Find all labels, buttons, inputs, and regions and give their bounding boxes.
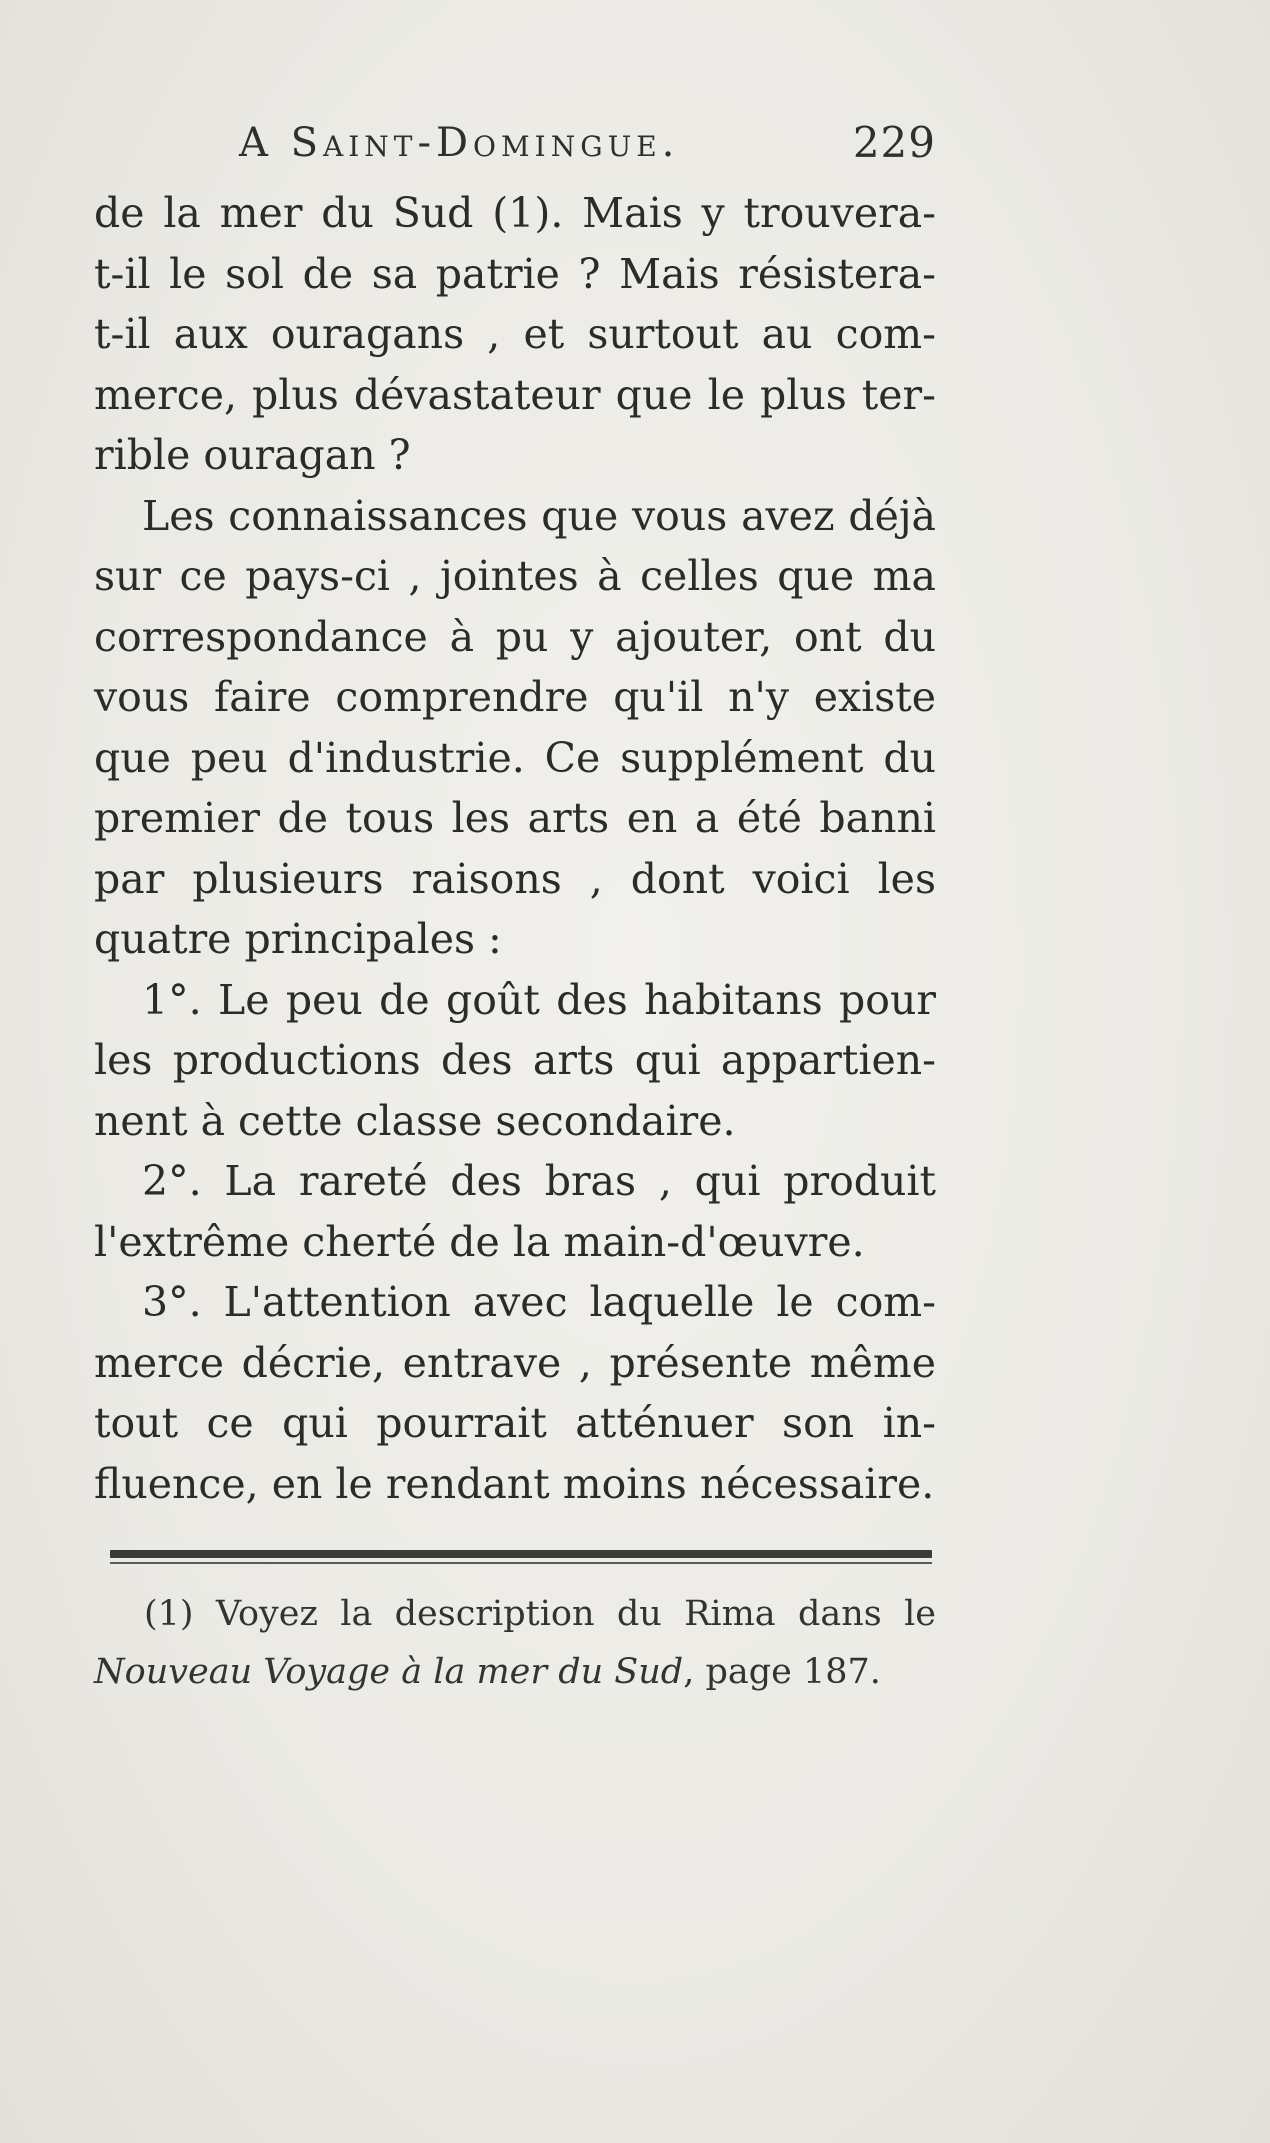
text-line: merce, plus dévastateur que le plus ter- — [94, 370, 936, 419]
text-line: premier de tous les arts en a été banni — [94, 794, 936, 842]
footnote-page-ref: , page 187. — [683, 1652, 881, 1692]
text-line: de la mer du Sud (1). Mais y trouvera- — [94, 189, 936, 237]
footnote — [94, 1585, 936, 1701]
text-line: l'extrême cherté de la main-d'œuvre. — [94, 1217, 865, 1266]
footnote-book-title: Nouveau Voyage à la mer du Sud — [94, 1652, 684, 1692]
page-number: 229 — [852, 118, 936, 167]
main-text — [94, 183, 936, 1514]
text-line: Les connaissances que vous avez déjà — [142, 491, 936, 540]
text-line: t-il aux ouragans , et surtout au com- — [94, 310, 936, 358]
footnote-rule — [110, 1550, 932, 1558]
text-line: sur ce pays-ci , jointes à celles que ma — [94, 552, 936, 600]
footnote-marker: (1) — [144, 1594, 194, 1634]
text-line: que peu d'industrie. Ce supplément du — [94, 733, 936, 782]
text-line: fluence, en le rendant moins nécessaire. — [94, 1459, 935, 1508]
page-header — [94, 112, 936, 172]
text-line: par plusieurs raisons , dont voici les — [94, 854, 936, 903]
text-line: rible ouragan ? — [94, 431, 411, 479]
footnote-line-2 — [94, 1643, 936, 1701]
text-line: 1°. Le peu de goût des habitans pour — [142, 975, 936, 1024]
text-line: merce décrie, entrave , présente même — [94, 1338, 936, 1387]
footnote-line-1 — [94, 1585, 936, 1643]
text-line: nent à cette classe secondaire. — [94, 1096, 736, 1145]
text-line: vous faire comprendre qu'il n'y existe — [94, 673, 936, 721]
text-line: correspondance à pu y ajouter, ont du — [94, 612, 936, 661]
footnote-rule-thin — [110, 1562, 932, 1564]
text-line: tout ce qui pourrait atténuer son in- — [94, 1399, 936, 1447]
text-line: les productions des arts qui appartien- — [94, 1036, 936, 1084]
text-line: 3°. L'attention avec laquelle le com- — [142, 1278, 936, 1326]
text-line: t-il le sol de sa patrie ? Mais résistera- — [94, 249, 936, 298]
text-line: 2°. La rareté des bras , qui produit — [142, 1157, 936, 1205]
running-title: A Saint-Domingue. — [239, 120, 680, 166]
text-line: quatre principales : — [94, 915, 502, 963]
footnote-text: Voyez la description du Rima dans le — [215, 1594, 936, 1634]
